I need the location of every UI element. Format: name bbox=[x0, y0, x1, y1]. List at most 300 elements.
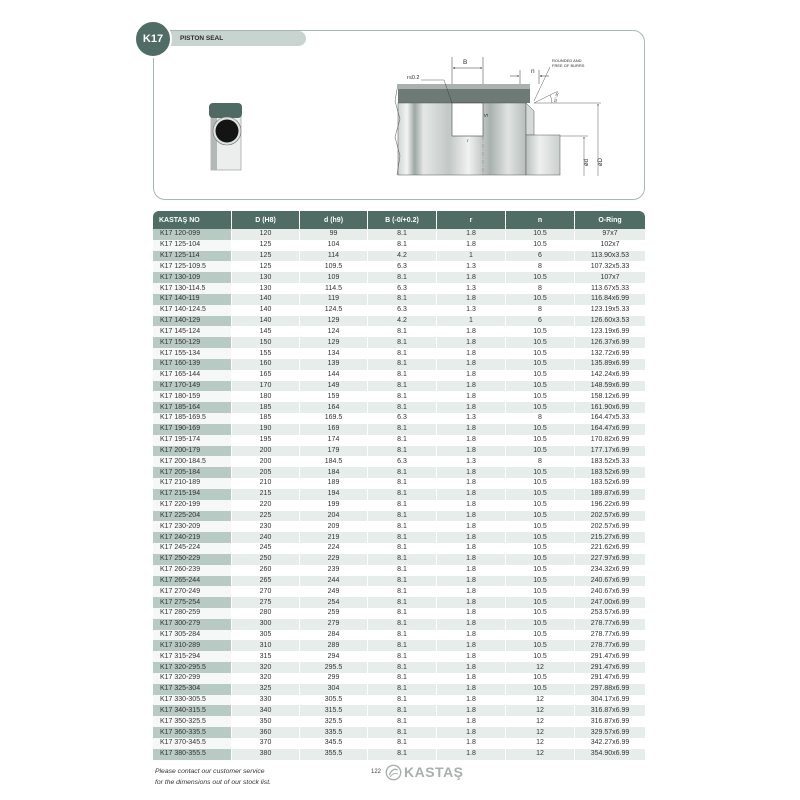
cell-d-inner: 189 bbox=[300, 478, 368, 489]
table-row bbox=[153, 489, 645, 500]
cell-n: 10.5 bbox=[506, 630, 575, 641]
table-row bbox=[153, 597, 645, 608]
piston-groove-drawing bbox=[395, 84, 560, 176]
cell-d-outer: 315 bbox=[232, 651, 300, 662]
cell-kastas-no: K17 360-335.5 bbox=[153, 727, 232, 738]
cell-n: 10.5 bbox=[506, 500, 575, 511]
cell-d-inner: 284 bbox=[300, 630, 368, 641]
cell-radius: 1.8 bbox=[437, 424, 506, 435]
footer-note-line-2: for the dimensions out of our stock list. bbox=[155, 778, 271, 786]
cell-n: 10.5 bbox=[506, 229, 575, 240]
label-r: r bbox=[467, 138, 469, 143]
cell-groove-width: 8.1 bbox=[368, 554, 437, 565]
cell-kastas-no: K17 225-204 bbox=[153, 511, 232, 522]
cell-groove-width: 8.1 bbox=[368, 695, 437, 706]
cell-radius: 1.8 bbox=[437, 370, 506, 381]
cell-o-ring: 316.87x6.99 bbox=[575, 705, 645, 716]
cell-groove-width: 8.1 bbox=[368, 662, 437, 673]
cell-o-ring: 107x7 bbox=[575, 272, 645, 283]
cell-groove-width: 8.1 bbox=[368, 272, 437, 283]
cell-d-outer: 250 bbox=[232, 554, 300, 565]
column-groove-width: B (-0/+0.2) bbox=[368, 211, 437, 229]
cell-groove-width: 8.1 bbox=[368, 294, 437, 305]
cell-kastas-no: K17 350-325.5 bbox=[153, 716, 232, 727]
cell-radius: 1.3 bbox=[437, 283, 506, 294]
cell-d-outer: 200 bbox=[232, 456, 300, 467]
cell-radius: 1.8 bbox=[437, 543, 506, 554]
cell-n: 10.5 bbox=[506, 402, 575, 413]
cell-o-ring: 342.27x6.99 bbox=[590, 739, 630, 747]
cell-n: 10.5 bbox=[506, 640, 575, 651]
label-d-inner: ød bbox=[584, 158, 590, 166]
cell-o-ring: 183.52x5.33 bbox=[590, 457, 630, 465]
cell-d-outer: 215 bbox=[232, 489, 300, 500]
column-d-inner: d (h9) bbox=[300, 211, 368, 229]
cell-n: 10.5 bbox=[506, 446, 575, 457]
cell-radius: 1.8 bbox=[437, 229, 506, 240]
cell-d-inner: 294 bbox=[300, 651, 368, 662]
cell-d-outer: 280 bbox=[232, 608, 300, 619]
cell-radius: 1.8 bbox=[437, 359, 506, 370]
cell-o-ring: 158.12x6.99 bbox=[590, 392, 630, 400]
cell-radius: 1 bbox=[437, 251, 506, 262]
cell-radius: 1.8 bbox=[437, 586, 506, 597]
cell-groove-width: 6.3 bbox=[368, 305, 437, 316]
cell-o-ring: 202.57x6.99 bbox=[575, 511, 645, 522]
cell-d-outer: 160 bbox=[232, 359, 300, 370]
cell-o-ring: 278.77x6.99 bbox=[575, 640, 645, 651]
cell-kastas-no: K17 215-194 bbox=[153, 489, 232, 500]
column-n: n bbox=[506, 211, 575, 229]
label-angle: 15°-30° bbox=[553, 90, 561, 104]
table-row bbox=[153, 619, 645, 630]
cell-o-ring: 316.87x6.99 bbox=[590, 717, 630, 725]
table-row bbox=[153, 565, 645, 576]
table-row bbox=[153, 305, 645, 316]
cell-n: 12 bbox=[506, 716, 575, 727]
cell-kastas-no: K17 140-129 bbox=[153, 316, 232, 327]
label-b: B bbox=[463, 59, 468, 66]
cell-d-outer: 150 bbox=[232, 337, 300, 348]
column-d-outer: D (H8) bbox=[232, 211, 300, 229]
cell-groove-width: 8.1 bbox=[368, 565, 437, 576]
cell-n: 12 bbox=[506, 695, 575, 706]
cell-o-ring: 297.88x6.99 bbox=[575, 684, 645, 695]
label-radius-max: r≤0.2 bbox=[407, 75, 420, 81]
cell-kastas-no: K17 160-139 bbox=[153, 359, 232, 370]
cell-o-ring: 113.90x3.53 bbox=[575, 251, 645, 262]
cell-n: 10.5 bbox=[506, 240, 575, 251]
cell-n: 10.5 bbox=[506, 391, 575, 402]
cell-d-outer: 125 bbox=[232, 240, 300, 251]
cell-groove-width: 8.1 bbox=[368, 608, 437, 619]
cell-n: 10.5 bbox=[506, 554, 575, 565]
cell-groove-width: 8.1 bbox=[368, 716, 437, 727]
table-row bbox=[153, 673, 645, 684]
cell-kastas-no: K17 280-259 bbox=[153, 608, 232, 619]
cell-n: 10.5 bbox=[506, 359, 575, 370]
cell-groove-width: 8.1 bbox=[368, 229, 437, 240]
cell-radius: 1.8 bbox=[437, 662, 506, 673]
note-line-1: ROUNDED AND bbox=[552, 58, 582, 63]
cell-kastas-no: K17 340-315.5 bbox=[153, 705, 232, 716]
cell-o-ring: 354.90x6.99 bbox=[575, 749, 645, 760]
cell-d-inner: 244 bbox=[300, 576, 368, 587]
cell-kastas-no: K17 240-219 bbox=[153, 532, 232, 543]
table-row bbox=[153, 272, 645, 283]
cell-n: 10.5 bbox=[506, 424, 575, 435]
cell-kastas-no: K17 170-149 bbox=[153, 381, 232, 392]
cell-d-inner: 194 bbox=[300, 489, 368, 500]
cell-n: 10.5 bbox=[506, 673, 575, 684]
label-d-outer: øD bbox=[598, 158, 604, 166]
cell-groove-width: 6.3 bbox=[368, 456, 437, 467]
cell-d-outer: 140 bbox=[232, 305, 300, 316]
cell-o-ring: 107.32x5.33 bbox=[590, 262, 630, 270]
logo-text: KASTAŞ bbox=[404, 764, 464, 780]
cell-o-ring: 135.89x6.99 bbox=[575, 359, 645, 370]
cell-n: 10.5 bbox=[506, 478, 575, 489]
cell-kastas-no: K17 380-355.5 bbox=[153, 749, 232, 760]
table-row bbox=[153, 326, 645, 337]
cell-kastas-no: K17 330-305.5 bbox=[153, 695, 232, 706]
cell-groove-width: 8.1 bbox=[368, 684, 437, 695]
cell-kastas-no: K17 130-109 bbox=[153, 272, 232, 283]
cell-d-inner: 109.5 bbox=[300, 261, 368, 272]
cell-kastas-no: K17 125-114 bbox=[153, 251, 232, 262]
dimension-b bbox=[452, 57, 483, 84]
cell-kastas-no: K17 320-295.5 bbox=[153, 662, 232, 673]
cell-groove-width: 8.1 bbox=[368, 381, 437, 392]
table-row bbox=[153, 359, 645, 370]
cell-radius: 1.8 bbox=[437, 695, 506, 706]
cell-d-outer: 370 bbox=[232, 738, 300, 749]
cell-o-ring: 291.47x6.99 bbox=[590, 652, 630, 660]
cell-n: 12 bbox=[506, 705, 575, 716]
cell-d-inner: 209 bbox=[300, 521, 368, 532]
table-row bbox=[153, 695, 645, 706]
table-row bbox=[153, 500, 645, 511]
cell-o-ring: 234.32x6.99 bbox=[590, 566, 630, 574]
cell-d-inner: 174 bbox=[300, 435, 368, 446]
cell-radius: 1.8 bbox=[437, 521, 506, 532]
cell-d-inner: 134 bbox=[300, 348, 368, 359]
cell-groove-width: 8.1 bbox=[368, 532, 437, 543]
cell-o-ring: 177.17x6.99 bbox=[575, 446, 645, 457]
cell-o-ring: 142.24x6.99 bbox=[590, 371, 630, 379]
cell-d-outer: 350 bbox=[232, 716, 300, 727]
cell-groove-width: 8.1 bbox=[368, 586, 437, 597]
cell-radius: 1.8 bbox=[437, 391, 506, 402]
cell-d-inner: 124.5 bbox=[300, 305, 368, 316]
cell-kastas-no: K17 190-169 bbox=[153, 424, 232, 435]
rod-section bbox=[526, 135, 560, 175]
cell-o-ring: 240.67x6.99 bbox=[590, 587, 630, 595]
table-row bbox=[153, 261, 645, 272]
cell-d-outer: 145 bbox=[232, 326, 300, 337]
cell-radius: 1.3 bbox=[437, 261, 506, 272]
kastas-logo-icon bbox=[385, 764, 402, 781]
table-row bbox=[153, 738, 645, 749]
cell-radius: 1.8 bbox=[437, 478, 506, 489]
cell-radius: 1.8 bbox=[437, 673, 506, 684]
cell-radius: 1.8 bbox=[437, 511, 506, 522]
cell-d-inner: 144 bbox=[300, 370, 368, 381]
label-n: n bbox=[531, 68, 535, 75]
cell-d-outer: 125 bbox=[232, 251, 300, 262]
cell-d-inner: 325.5 bbox=[300, 716, 368, 727]
table-row bbox=[153, 251, 645, 262]
cell-d-inner: 259 bbox=[300, 608, 368, 619]
cell-d-inner: 139 bbox=[300, 359, 368, 370]
table-row bbox=[153, 608, 645, 619]
cell-n: 10.5 bbox=[506, 684, 575, 695]
cell-o-ring: 189.87x6.99 bbox=[575, 489, 645, 500]
cell-groove-width: 4.2 bbox=[368, 316, 437, 327]
o-ring bbox=[216, 120, 239, 143]
cell-kastas-no: K17 220-199 bbox=[153, 500, 232, 511]
cell-kastas-no: K17 305-284 bbox=[153, 630, 232, 641]
cell-d-outer: 240 bbox=[232, 532, 300, 543]
cell-kastas-no: K17 310-289 bbox=[153, 640, 232, 651]
cell-n: 10.5 bbox=[506, 467, 575, 478]
cell-d-outer: 310 bbox=[232, 640, 300, 651]
cell-groove-width: 8.1 bbox=[368, 337, 437, 348]
cell-radius: 1 bbox=[437, 316, 506, 327]
cell-o-ring: 240.67x6.99 bbox=[575, 576, 645, 587]
cell-n: 10.5 bbox=[506, 532, 575, 543]
cell-groove-width: 8.1 bbox=[368, 705, 437, 716]
cell-d-inner: 224 bbox=[300, 543, 368, 554]
cell-d-outer: 360 bbox=[232, 727, 300, 738]
cell-radius: 1.8 bbox=[437, 716, 506, 727]
cell-kastas-no: K17 125-104 bbox=[153, 240, 232, 251]
cell-o-ring: 329.57x6.99 bbox=[575, 727, 645, 738]
cell-o-ring: 164.47x5.33 bbox=[590, 414, 630, 422]
cell-kastas-no: K17 245-224 bbox=[153, 543, 232, 554]
cell-o-ring: 291.47x6.99 bbox=[590, 674, 630, 682]
cell-d-inner: 129 bbox=[300, 316, 368, 327]
cell-groove-width: 8.1 bbox=[368, 446, 437, 457]
table-row bbox=[153, 381, 645, 392]
cell-o-ring: 126.60x3.53 bbox=[575, 316, 645, 327]
cell-o-ring: 123.19x5.33 bbox=[590, 306, 630, 314]
label-s: S bbox=[484, 113, 490, 117]
cell-n: 8 bbox=[506, 261, 575, 272]
cell-groove-width: 8.1 bbox=[368, 673, 437, 684]
cell-d-outer: 195 bbox=[232, 435, 300, 446]
table-row bbox=[153, 348, 645, 359]
seal-section-icon bbox=[209, 103, 242, 170]
cell-n: 10.5 bbox=[506, 337, 575, 348]
note-leader bbox=[534, 67, 550, 101]
cell-radius: 1.8 bbox=[437, 640, 506, 651]
cell-d-inner: 184.5 bbox=[300, 456, 368, 467]
cell-d-inner: 104 bbox=[300, 240, 368, 251]
cell-kastas-no: K17 195-174 bbox=[153, 435, 232, 446]
cell-o-ring: 227.97x6.99 bbox=[575, 554, 645, 565]
cell-kastas-no: K17 185-169.5 bbox=[153, 413, 232, 424]
product-title: PISTON SEAL bbox=[180, 35, 224, 42]
cell-radius: 1.8 bbox=[437, 381, 506, 392]
cell-kastas-no: K17 265-244 bbox=[153, 576, 232, 587]
cell-d-outer: 130 bbox=[232, 272, 300, 283]
cell-d-inner: 315.5 bbox=[300, 705, 368, 716]
table-row bbox=[153, 586, 645, 597]
cell-d-inner: 305.5 bbox=[300, 695, 368, 706]
cell-kastas-no: K17 185-164 bbox=[153, 402, 232, 413]
table-row bbox=[153, 391, 645, 402]
cell-d-inner: 239 bbox=[300, 565, 368, 576]
cell-o-ring: 183.52x6.99 bbox=[575, 467, 645, 478]
page-number: 122 bbox=[371, 769, 382, 775]
cell-groove-width: 8.1 bbox=[368, 619, 437, 630]
cell-n: 10.5 bbox=[506, 586, 575, 597]
cell-d-outer: 340 bbox=[232, 705, 300, 716]
table-row bbox=[153, 478, 645, 489]
cell-groove-width: 8.1 bbox=[368, 359, 437, 370]
cell-kastas-no: K17 180-159 bbox=[153, 391, 232, 402]
cell-radius: 1.8 bbox=[437, 651, 506, 662]
table-row bbox=[153, 294, 645, 305]
table-row bbox=[153, 337, 645, 348]
cell-o-ring: 164.47x6.99 bbox=[575, 424, 645, 435]
cell-radius: 1.8 bbox=[437, 705, 506, 716]
cell-d-outer: 320 bbox=[232, 662, 300, 673]
cell-groove-width: 8.1 bbox=[368, 435, 437, 446]
cell-o-ring: 278.77x6.99 bbox=[590, 631, 630, 639]
cell-groove-width: 8.1 bbox=[368, 543, 437, 554]
cell-d-outer: 265 bbox=[232, 576, 300, 587]
cell-d-inner: 159 bbox=[300, 391, 368, 402]
cell-d-outer: 210 bbox=[232, 478, 300, 489]
cell-radius: 1.8 bbox=[437, 489, 506, 500]
cell-groove-width: 8.1 bbox=[368, 576, 437, 587]
cell-d-outer: 200 bbox=[232, 446, 300, 457]
cell-radius: 1.8 bbox=[437, 738, 506, 749]
cell-radius: 1.8 bbox=[437, 684, 506, 695]
cell-d-outer: 120 bbox=[232, 229, 300, 240]
cell-d-inner: 109 bbox=[300, 272, 368, 283]
cell-o-ring: 304.17x6.99 bbox=[590, 696, 630, 704]
cylinder-wall-edge bbox=[398, 84, 530, 89]
cell-o-ring: 116.84x6.99 bbox=[575, 294, 645, 305]
table-row bbox=[153, 749, 645, 760]
table-row bbox=[153, 456, 645, 467]
cell-d-outer: 165 bbox=[232, 370, 300, 381]
cell-radius: 1.8 bbox=[437, 326, 506, 337]
cell-radius: 1.8 bbox=[437, 294, 506, 305]
cell-radius: 1.8 bbox=[437, 402, 506, 413]
cell-d-outer: 320 bbox=[232, 673, 300, 684]
seal-groove bbox=[452, 103, 483, 136]
cell-groove-width: 8.1 bbox=[368, 326, 437, 337]
seal-ring bbox=[209, 103, 242, 118]
cell-groove-width: 8.1 bbox=[368, 348, 437, 359]
cell-kastas-no: K17 370-345.5 bbox=[153, 738, 232, 749]
cell-n: 12 bbox=[506, 727, 575, 738]
cell-d-inner: 164 bbox=[300, 402, 368, 413]
cell-kastas-no: K17 200-179 bbox=[153, 446, 232, 457]
cell-kastas-no: K17 155-134 bbox=[153, 348, 232, 359]
cell-groove-width: 6.3 bbox=[368, 261, 437, 272]
table-body bbox=[153, 229, 645, 760]
cell-radius: 1.8 bbox=[437, 446, 506, 457]
cell-d-outer: 130 bbox=[232, 283, 300, 294]
cell-groove-width: 8.1 bbox=[368, 424, 437, 435]
cell-radius: 1.8 bbox=[437, 619, 506, 630]
column-o-ring: O-Ring bbox=[575, 211, 645, 229]
table-row bbox=[153, 521, 645, 532]
cell-radius: 1.8 bbox=[437, 554, 506, 565]
cell-d-outer: 270 bbox=[232, 586, 300, 597]
cell-d-outer: 155 bbox=[232, 348, 300, 359]
cell-o-ring: 253.57x6.99 bbox=[590, 609, 630, 617]
cell-d-inner: 304 bbox=[300, 684, 368, 695]
table-row bbox=[153, 424, 645, 435]
cell-groove-width: 8.1 bbox=[368, 749, 437, 760]
cell-o-ring: 161.90x6.99 bbox=[575, 402, 645, 413]
cell-groove-width: 8.1 bbox=[368, 630, 437, 641]
cell-d-inner: 124 bbox=[300, 326, 368, 337]
cell-n: 10.5 bbox=[506, 348, 575, 359]
cell-o-ring: 113.67x5.33 bbox=[590, 284, 629, 292]
cell-d-outer: 180 bbox=[232, 391, 300, 402]
cell-radius: 1.8 bbox=[437, 630, 506, 641]
table-row bbox=[153, 727, 645, 738]
cell-o-ring: 97x7 bbox=[575, 229, 645, 240]
cell-d-outer: 225 bbox=[232, 511, 300, 522]
cell-n: 8 bbox=[506, 456, 575, 467]
cell-groove-width: 8.1 bbox=[368, 478, 437, 489]
cell-o-ring: 170.82x6.99 bbox=[590, 436, 630, 444]
cell-kastas-no: K17 320-299 bbox=[153, 673, 232, 684]
cell-o-ring: 102x7 bbox=[600, 241, 620, 249]
cell-kastas-no: K17 140-119 bbox=[153, 294, 232, 305]
cell-n: 10.5 bbox=[506, 489, 575, 500]
cell-n: 12 bbox=[506, 662, 575, 673]
cell-kastas-no: K17 275-254 bbox=[153, 597, 232, 608]
cell-d-outer: 330 bbox=[232, 695, 300, 706]
cell-d-inner: 114 bbox=[300, 251, 368, 262]
table-row bbox=[153, 283, 645, 294]
cell-d-inner: 345.5 bbox=[300, 738, 368, 749]
series-badge: K17 bbox=[134, 20, 172, 58]
cell-n: 6 bbox=[506, 251, 575, 262]
cell-radius: 1.8 bbox=[437, 272, 506, 283]
cell-n: 8 bbox=[506, 283, 575, 294]
table-row bbox=[153, 316, 645, 327]
cell-kastas-no: K17 325-304 bbox=[153, 684, 232, 695]
cell-groove-width: 8.1 bbox=[368, 370, 437, 381]
cell-n: 12 bbox=[506, 749, 575, 760]
cell-o-ring: 221.62x6.99 bbox=[590, 544, 630, 552]
note-line-2: FREE OF BURRS bbox=[552, 63, 585, 68]
cell-groove-width: 6.3 bbox=[368, 283, 437, 294]
cell-o-ring: 196.22x6.99 bbox=[590, 501, 630, 509]
table-row bbox=[153, 229, 645, 240]
cell-kastas-no: K17 260-239 bbox=[153, 565, 232, 576]
table-header-row bbox=[153, 211, 645, 229]
cell-d-outer: 260 bbox=[232, 565, 300, 576]
dimension-table bbox=[153, 211, 645, 760]
cell-kastas-no: K17 270-249 bbox=[153, 586, 232, 597]
cell-d-inner: 169.5 bbox=[300, 413, 368, 424]
footer-note-line-1: Please contact our customer service bbox=[155, 768, 265, 775]
cell-groove-width: 8.1 bbox=[368, 511, 437, 522]
cell-kastas-no: K17 145-124 bbox=[153, 326, 232, 337]
cell-d-outer: 230 bbox=[232, 521, 300, 532]
